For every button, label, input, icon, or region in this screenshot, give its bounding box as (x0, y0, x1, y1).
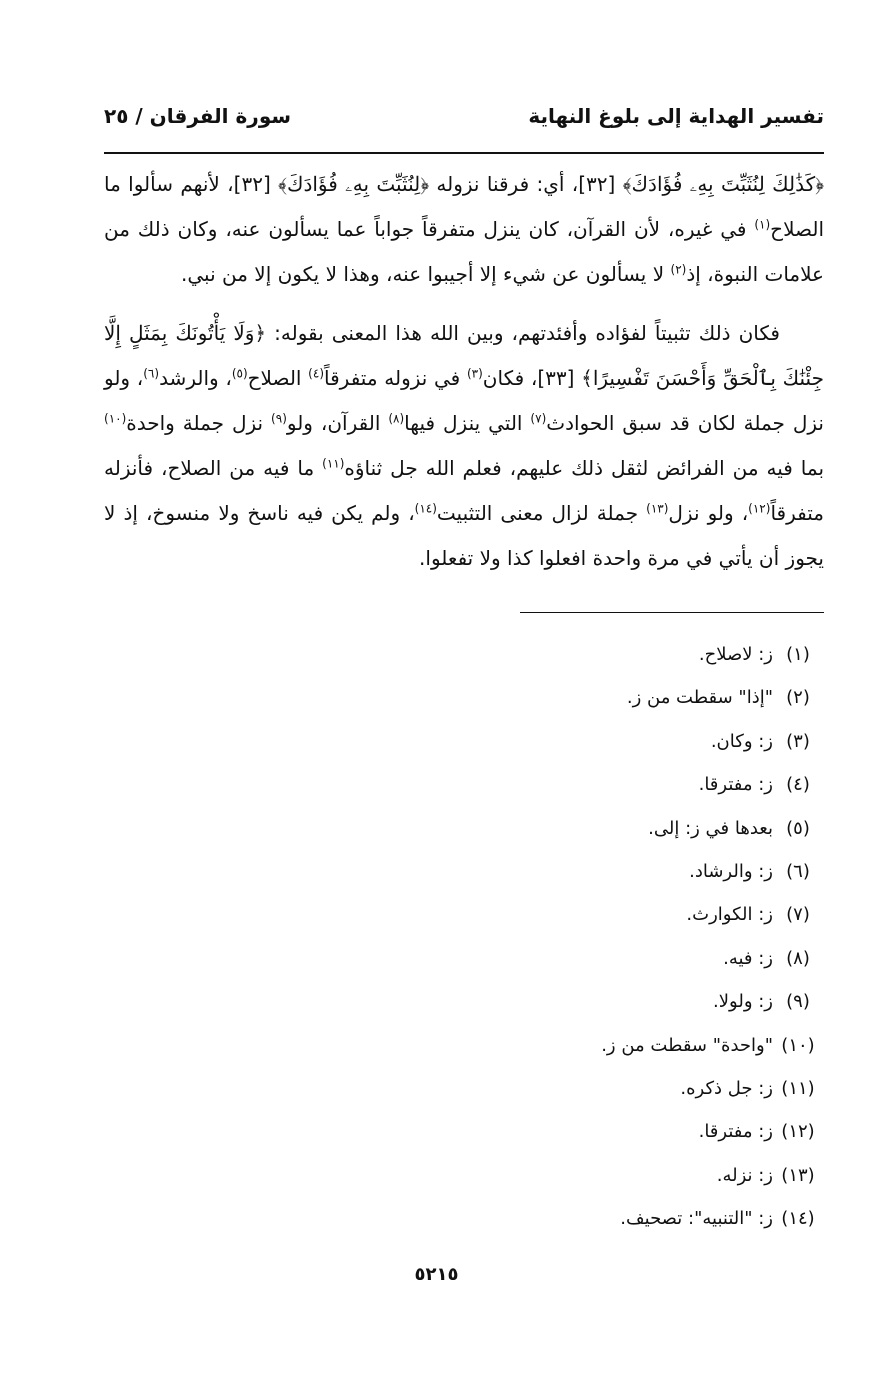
main-text (104, 162, 824, 581)
footnote-item (423, 942, 823, 985)
paragraph-1 (104, 162, 824, 297)
quran-quote: ﴿كَذَٰلِكَ لِنُثَبِّتَ بِهِۦ فُؤَادَكَ﴾ (622, 172, 824, 196)
footnote-item (423, 812, 823, 855)
footnote-ref: (١٣) (646, 501, 669, 516)
footnote-item (423, 1029, 823, 1072)
text-run: في غيره، لأن القرآن، كان ينزل متفرقاً جواباً عما يسألون عنه، وكان ذلك من علامات النبوة، إذ (104, 217, 824, 286)
footnote-number: (٢) (786, 687, 810, 709)
footnote-text: "إذا" سقطت من ز. (626, 687, 773, 709)
footnote-ref: (١٠) (104, 411, 127, 426)
footnote-text: ز: الكوارث. (686, 904, 773, 926)
footnote-item (423, 1159, 823, 1202)
text-run: جملة لزال معنى التثبيت (436, 501, 647, 525)
text-run: [٣٣]، فكان (482, 366, 582, 390)
footnote-text: "واحدة" سقطت من ز. (601, 1034, 773, 1056)
footnote-item (423, 985, 823, 1028)
footnote-divider (520, 612, 824, 613)
text-run: القرآن، ولو (286, 411, 389, 435)
footnote-ref: (٢) (670, 262, 687, 277)
text-run: [٣٢]، أي: فرقنا نزوله (429, 172, 623, 196)
quran-quote: ﴿وَلَا يَأْتُونَكَ بِمَثَلٍ إِلَّا جِئْنَٰكَ بِٱلْحَقِّ وَأَحْسَنَ تَفْسِيرًا﴾ (104, 321, 824, 390)
text-run: الصلاح (247, 366, 309, 390)
footnote-number: (١٢) (781, 1121, 815, 1143)
text-run: ما فيه من الصلاح، فأنزله متفرقاً (104, 456, 824, 525)
footnote-text: ز: مفترقا. (698, 1121, 773, 1143)
text-run: ، والرشد (159, 366, 232, 390)
footnote-ref: (٣) (466, 366, 483, 381)
text-run: ، ولو نزل جملة لكان قد سبق الحوادث (104, 366, 824, 435)
footnote-text: بعدها في ز: إلى. (648, 817, 773, 839)
footnote-ref: (٦) (143, 366, 160, 381)
footnote-number: (٥) (786, 817, 810, 839)
footnote-number: (١١) (781, 1077, 815, 1099)
text-run: [٣٢]، لأنهم سألوا ما الصلاح (104, 172, 824, 241)
running-header (104, 104, 824, 138)
footnote-text: ز: والرشاد. (689, 860, 773, 882)
footnote-number: (١٣) (781, 1164, 815, 1186)
footnote-number: (٦) (786, 860, 810, 882)
footnote-item (423, 638, 823, 681)
footnote-text: ز: نزله. (716, 1164, 773, 1186)
text-run: ، ولو نزل (668, 501, 749, 525)
text-run: في نزوله متفرقاً (324, 366, 467, 390)
footnote-number: (٩) (786, 991, 810, 1013)
text-run: التي ينزل فيها (404, 411, 531, 435)
footnote-item (423, 1202, 823, 1245)
footnote-number: (٤) (786, 774, 810, 796)
quran-quote: ﴿لِنُثَبِّتَ بِهِۦ فُؤَادَكَ﴾ (278, 172, 430, 196)
page-number: ٥٢١٥ (414, 1264, 459, 1285)
footnote-item (423, 1115, 823, 1158)
footnote-ref: (١٢) (748, 501, 771, 516)
text-run: نزل جملة واحدة (126, 411, 272, 435)
footnote-number: (١٤) (781, 1208, 815, 1230)
text-run: ، ولم يكن فيه ناسخ ولا منسوخ، إذ لا يجوز أن يأتي في مرة واحدة افعلوا كذا ولا تفعلوا. (104, 501, 824, 570)
footnote-item (423, 725, 823, 768)
book-title: تفسير الهداية إلى بلوغ النهاية (528, 104, 824, 128)
footnote-number: (١) (786, 644, 810, 665)
footnote-number: (٧) (786, 904, 810, 926)
footnote-text: ز: "التنبيه": تصحيف. (620, 1208, 773, 1230)
text-run: لا يسألون عن شيء إلا أجيبوا عنه، وهذا لا يكون إلا من نبي. (181, 262, 671, 286)
footnote-ref: (٧) (530, 411, 547, 426)
footnote-text: ز: فيه. (723, 947, 773, 969)
footnote-item (423, 855, 823, 898)
footnote-text: ز: ولولا. (713, 991, 773, 1013)
footnote-number: (٨) (786, 947, 810, 969)
footnote-item (423, 768, 823, 811)
paragraph-2 (104, 311, 824, 581)
footnote-item (423, 681, 823, 724)
text-run: بما فيه من الفرائض لثقل ذلك عليهم، فعلم الله جل ثناؤه (344, 456, 825, 480)
footnote-item (423, 1072, 823, 1115)
header-divider (104, 152, 824, 154)
footnote-text: ز: وكان. (710, 730, 773, 752)
footnote-text: ز: مفترقا. (698, 774, 773, 796)
footnote-list (423, 638, 823, 1245)
footnote-number: (١٠) (781, 1034, 815, 1056)
footnote-ref: (١) (754, 217, 771, 232)
footnote-item (423, 898, 823, 941)
footnote-text: ز: لاصلاح. (698, 644, 773, 665)
footnote-number: (٣) (786, 730, 810, 752)
footnote-ref: (١٤) (414, 501, 437, 516)
text-run: فكان ذلك تثبيتاً لفؤاده وأفئدتهم، وبين الله هذا المعنى بقوله: (266, 321, 780, 345)
footnote-ref: (٥) (231, 366, 248, 381)
footnote-ref: (٩) (271, 411, 287, 426)
footnote-ref: (١١) (322, 456, 345, 471)
footnote-text: ز: جل ذكره. (680, 1077, 773, 1099)
footnote-ref: (٤) (308, 366, 324, 381)
footnote-ref: (٨) (388, 411, 405, 426)
surah-label: سورة الفرقان / ٢٥ (104, 104, 292, 128)
